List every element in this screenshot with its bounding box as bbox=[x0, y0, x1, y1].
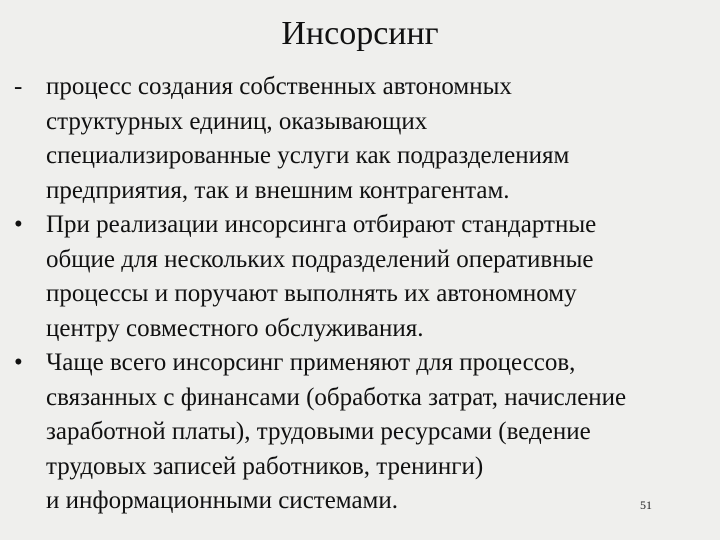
list-item-text bbox=[46, 346, 710, 519]
text-line: Чаще всего инсорсинг применяют для процессов, bbox=[46, 349, 576, 376]
bullet-marker: • bbox=[14, 211, 23, 238]
text-line: структурных единиц, оказывающих bbox=[46, 107, 428, 135]
text-line: центру совместного обслуживания. bbox=[46, 314, 424, 342]
list-item-usage bbox=[14, 346, 710, 519]
bullet-list bbox=[14, 70, 710, 519]
text-line: общие для нескольких подразделений оперативные bbox=[46, 245, 594, 273]
list-item-implementation bbox=[14, 208, 710, 346]
text-line: специализированные услуги как подразделениям bbox=[46, 142, 570, 169]
list-item-definition bbox=[14, 70, 710, 208]
list-item-text bbox=[46, 208, 710, 346]
text-line: связанных с финансами (обработка затрат, начисление bbox=[46, 383, 627, 411]
text-line: процесс создания собственных автономных bbox=[46, 73, 512, 100]
text-line: процессы и поручают выполнять их автономному bbox=[46, 280, 577, 307]
text-line: трудовых записей работников, тренинги) bbox=[46, 452, 484, 480]
text-line: заработной платы), трудовыми ресурсами (ведение bbox=[46, 418, 591, 445]
dash-marker: - bbox=[14, 73, 23, 100]
text-line: При реализации инсорсинга отбирают стандартные bbox=[46, 211, 597, 238]
text-line: и информационными системами. bbox=[46, 487, 399, 514]
bullet-marker: • bbox=[14, 349, 23, 376]
text-line: предприятия, так и внешним контрагентам. bbox=[46, 176, 510, 204]
page-number: 51 bbox=[640, 498, 652, 512]
slide-title: Инсорсинг bbox=[281, 15, 439, 52]
list-item-text bbox=[46, 70, 710, 208]
